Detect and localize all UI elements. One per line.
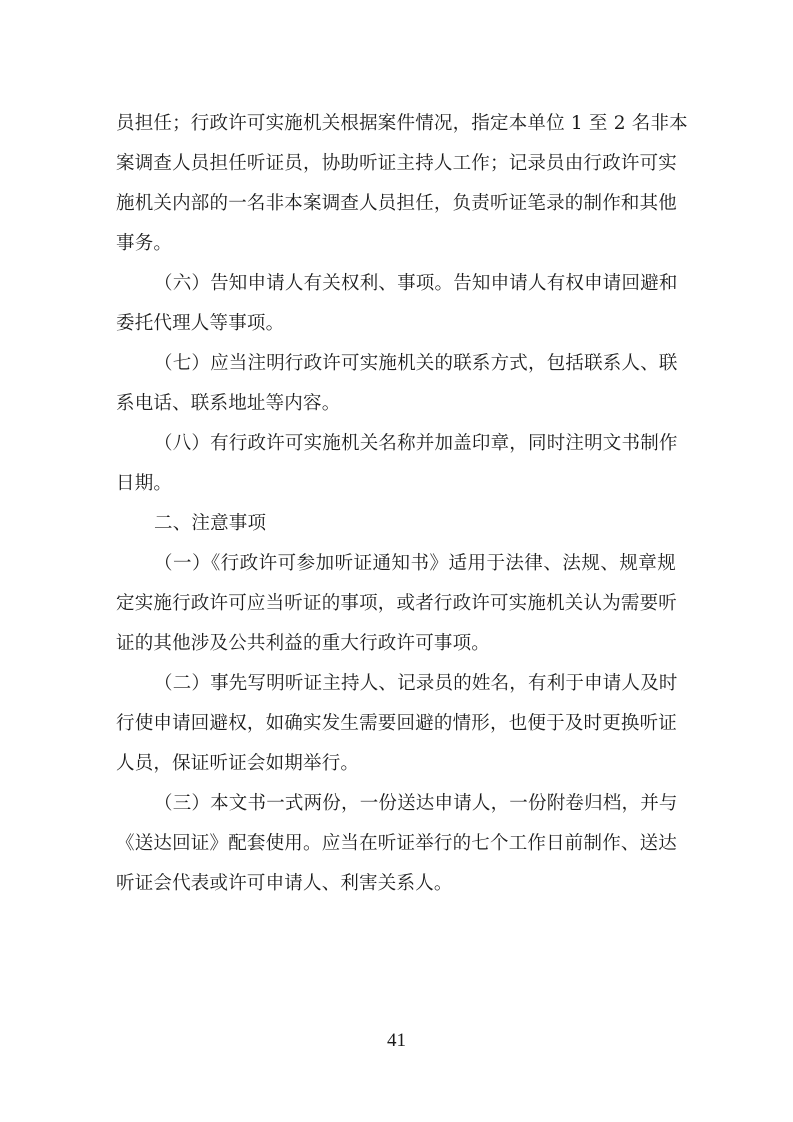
text-line: （六）告知申请人有关权利、事项。告知申请人有权申请回避和 [154,273,678,294]
text-line: 人员，保证听证会如期举行。 [116,753,360,774]
text-line: 施机关内部的一名非本案调查人员担任，负责听证笔录的制作和其他 [116,193,678,214]
text-line: 系电话、联系地址等内容。 [116,393,341,414]
text-line: 定实施行政许可应当听证的事项，或者行政许可实施机关认为需要听 [116,593,678,614]
text-line: 事务。 [116,233,173,254]
text-line: 《送达回证》配套使用。应当在听证举行的七个工作日前制作、送达 [116,833,678,854]
text-line: 证的其他涉及公共利益的重大行政许可事项。 [116,633,491,654]
body-text [116,104,688,904]
text-line: 员担任；行政许可实施机关根据案件情况，指定本单位 1 至 2 名非本 [116,113,688,134]
text-line: （一）《行政许可参加听证通知书》适用于法律、法规、规章规 [154,553,676,574]
text-line: 日期。 [116,473,173,494]
text-line: （八）有行政许可实施机关名称并加盖印章，同时注明文书制作 [154,433,678,454]
text-line: 案调查人员担任听证员，协助听证主持人工作；记录员由行政许可实 [116,153,678,174]
section-heading: 二、注意事项 [154,513,267,534]
text-line: （七）应当注明行政许可实施机关的联系方式，包括联系人、联 [154,353,678,374]
text-line: （三）本文书一式两份，一份送达申请人，一份附卷归档，并与 [154,793,678,814]
page-number: 41 [387,1030,406,1051]
text-line: （二）事先写明听证主持人、记录员的姓名，有利于申请人及时 [154,673,678,694]
text-line: 委托代理人等事项。 [116,313,285,334]
text-line: 听证会代表或许可申请人、利害关系人。 [116,873,453,894]
text-line: 行使申请回避权，如确实发生需要回避的情形，也便于及时更换听证 [116,713,678,734]
